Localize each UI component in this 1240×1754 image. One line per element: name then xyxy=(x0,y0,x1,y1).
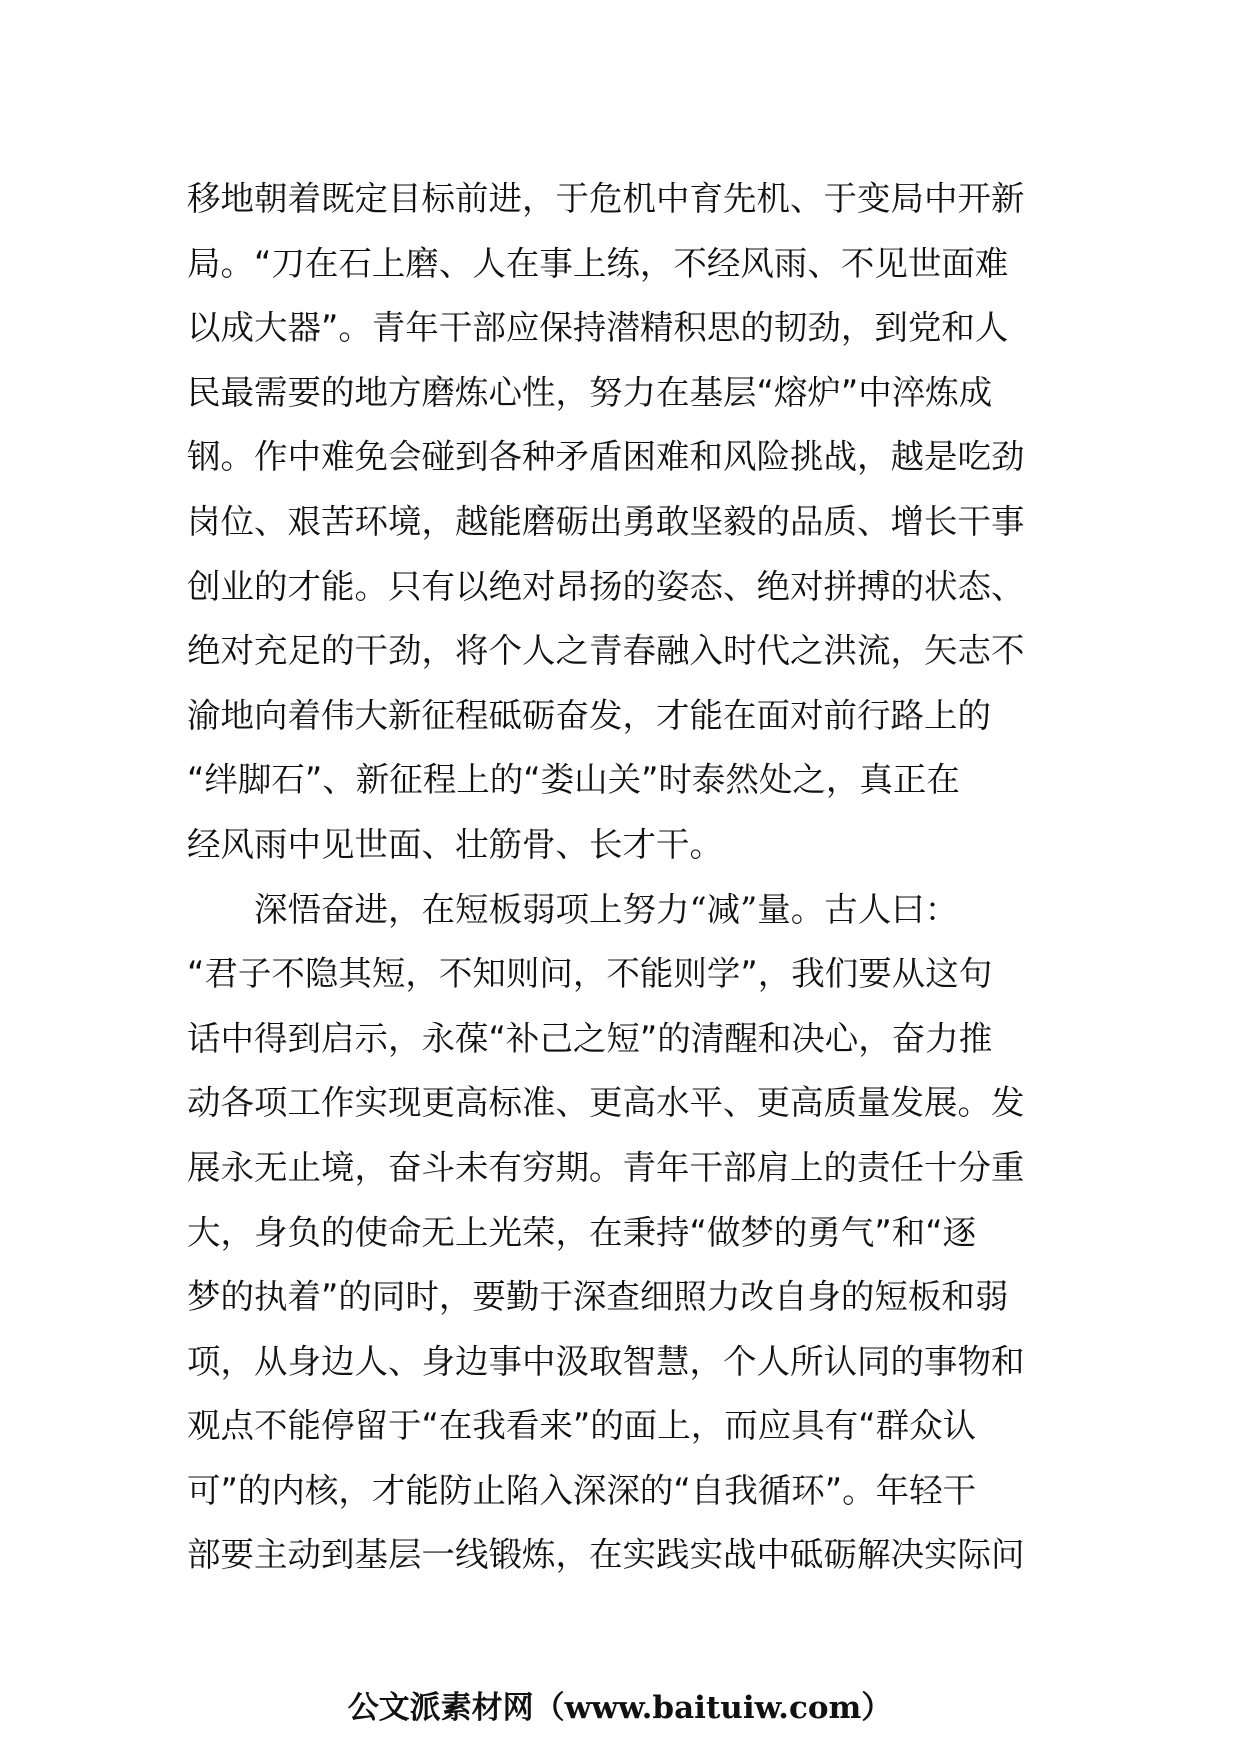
text-line: 可”的内核，才能防止陷入深深的“自我循环”。年轻干 xyxy=(187,1470,977,1510)
text-line: 梦的执着”的同时，要勤于深查细照力改自身的短板和弱 xyxy=(187,1277,1009,1317)
document-body xyxy=(187,167,1057,1588)
text-line: “绊脚石”、新征程上的“娄山关”时泰然处之，真正在 xyxy=(187,760,960,800)
text-line: 部要主动到基层一线锻炼，在实践实战中砥砺解决实际问 xyxy=(187,1535,1025,1575)
paragraph-heading-line: 深悟奋进，在短板弱项上努力“减”量。古人曰： xyxy=(254,889,959,929)
text-line: 观点不能停留于“在我看来”的面上，而应具有“群众认 xyxy=(187,1406,977,1446)
text-line: 渝地向着伟大新征程砥砺奋发，才能在面对前行路上的 xyxy=(187,695,991,735)
footer-source-label: 公文派素材网（www.baituiw.com） xyxy=(347,1690,893,1726)
text-line: 局。“刀在石上磨、人在事上练，不经风雨、不见世面难 xyxy=(187,243,1009,283)
text-line: 钢。作中难免会碰到各种矛盾困难和风险挑战，越是吃劲 xyxy=(187,437,1025,477)
text-line: 动各项工作实现更高标准、更高水平、更高质量发展。发 xyxy=(187,1083,1025,1123)
text-line: 绝对充足的干劲，将个人之青春融入时代之洪流，矢志不 xyxy=(187,631,1025,671)
text-line: 大，身负的使命无上光荣，在秉持“做梦的勇气”和“逐 xyxy=(187,1212,977,1252)
text-line: 岗位、艰苦环境，越能磨砺出勇敢坚毅的品质、增长干事 xyxy=(187,501,1025,541)
text-line: 以成大器”。青年干部应保持潜精积思的韧劲，到党和人 xyxy=(187,308,1009,348)
text-line: 项，从身边人、身边事中汲取智慧，个人所认同的事物和 xyxy=(187,1341,1025,1381)
text-line: 经风雨中见世面、壮筋骨、长才干。 xyxy=(187,824,723,864)
text-line: 移地朝着既定目标前进，于危机中育先机、于变局中开新 xyxy=(187,179,1025,218)
text-line: “君子不隐其短，不知则问，不能则学”，我们要从这句 xyxy=(187,954,993,994)
text-line: 展永无止境，奋斗未有穷期。青年干部肩上的责任十分重 xyxy=(187,1147,1025,1187)
text-line: 民最需要的地方磨炼心性，努力在基层“熔炉”中淬炼成 xyxy=(187,372,993,412)
text-line: 话中得到启示，永葆“补己之短”的清醒和决心，奋力推 xyxy=(187,1018,993,1058)
text-line: 创业的才能。只有以绝对昂扬的姿态、绝对拼搏的状态、 xyxy=(187,566,1025,606)
